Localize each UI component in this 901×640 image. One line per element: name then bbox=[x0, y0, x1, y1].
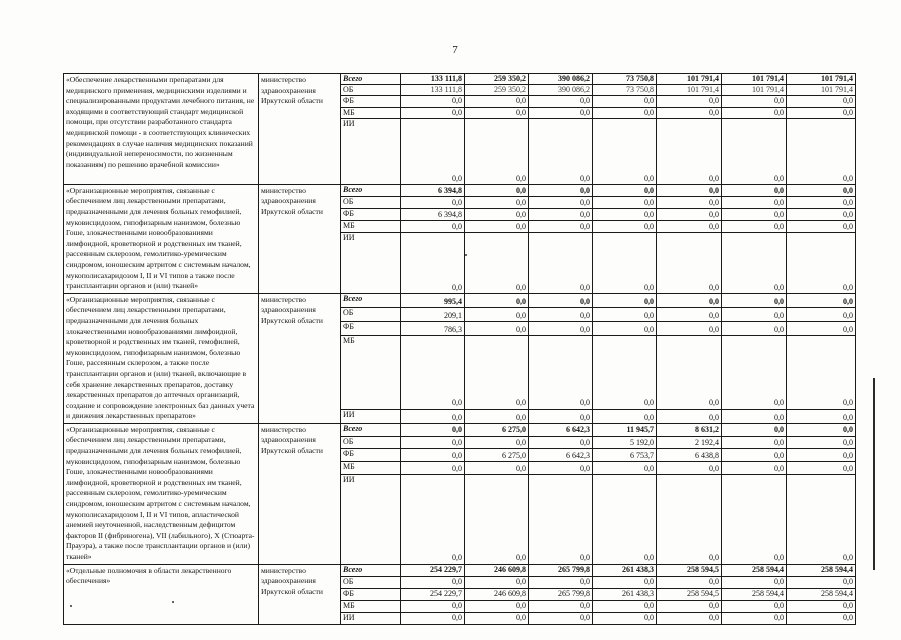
year-value-cell: 0,0 bbox=[657, 209, 722, 221]
year-value-cell: 0,0 bbox=[722, 436, 787, 449]
year-value-cell: 786,3 bbox=[401, 322, 465, 336]
year-value-cell: 0,0 bbox=[401, 409, 465, 423]
year-value-cell: 258 594,4 bbox=[787, 564, 856, 576]
year-value-cell: 0,0 bbox=[657, 600, 722, 612]
year-value-cell: 0,0 bbox=[657, 612, 722, 624]
year-value-cell: 0,0 bbox=[657, 118, 722, 184]
funding-source-label: Всего bbox=[341, 293, 401, 307]
year-value-cell: 0,0 bbox=[787, 196, 856, 208]
year-value-cell: 0,0 bbox=[529, 600, 593, 612]
year-value-cell: 0,0 bbox=[593, 209, 657, 221]
executor-name: министерство здравоохранения Иркутской области bbox=[259, 293, 341, 423]
year-value-cell: 6 642,3 bbox=[529, 423, 593, 436]
year-value-cell: 0,0 bbox=[593, 576, 657, 588]
funding-source-label: ФБ bbox=[341, 588, 401, 600]
funding-source-label: Всего bbox=[341, 184, 401, 196]
year-value-cell: 259 350,2 bbox=[465, 74, 529, 85]
year-value-cell: 0,0 bbox=[787, 600, 856, 612]
total-row bbox=[64, 74, 856, 85]
year-value-cell: 0,0 bbox=[722, 322, 787, 336]
year-value-cell: 133 111,8 bbox=[401, 74, 465, 85]
year-value-cell: 0,0 bbox=[401, 107, 465, 118]
year-value-cell: 0,0 bbox=[787, 107, 856, 118]
year-value-cell: 0,0 bbox=[593, 336, 657, 409]
year-value-cell: 258 594,4 bbox=[722, 564, 787, 576]
year-value-cell: 0,0 bbox=[401, 475, 465, 565]
year-value-cell: 0,0 bbox=[722, 196, 787, 208]
activity-description: «Обеспечение лекарственными препаратами для медицинского применения, медицинскими изделиями и специализированными продуктами лечебного питания, не входящими в соответствующий стандарт медицинской помощи, при отсутствии разработанного стандарта медицинской помощи - в соответствующих клинических рекомендациях в случае наличия медицинских показаний (индивидуальной непереносимости, по жизненным показаниям) по решению врачебной комиссии» bbox=[64, 74, 259, 185]
year-value-cell: 254 229,7 bbox=[401, 564, 465, 576]
year-value-cell: 0,0 bbox=[593, 409, 657, 423]
activity-description: «Отдельные полномочия в области лекарственного обеспечения» bbox=[64, 564, 259, 624]
year-value-cell: 258 594,4 bbox=[787, 588, 856, 600]
year-value-cell: 0,0 bbox=[593, 96, 657, 107]
year-value-cell: 0,0 bbox=[465, 209, 529, 221]
year-value-cell: 6 275,0 bbox=[465, 449, 529, 462]
year-value-cell: 0,0 bbox=[722, 118, 787, 184]
activity-description: «Организационные мероприятия, связанные с обеспечением лиц лекарственными препаратами, предназначенными для лечения больных гемофилией, муковисцидозом, гипофизарным нанизмом, болезнью Гоше, злокачественными новообразованиями лимфоидной, кроветворной и родственных им тканей, рассеянным склерозом, гемолитико-уремическим синдромом, юношеским артритом с системным началом, мукополисахаридозом I, II и VI типов, апластической анемией неуточненной, наследственным дефицитом факторов II (фибриногена), VII (лабильного), X (Стюарта-Прауэра), а также после трансплантации органов и (или) тканей» bbox=[64, 423, 259, 564]
year-value-cell: 0,0 bbox=[722, 423, 787, 436]
funding-source-label: МБ bbox=[341, 336, 401, 409]
year-value-cell: 0,0 bbox=[465, 118, 529, 184]
year-value-cell: 261 438,3 bbox=[593, 564, 657, 576]
year-value-cell: 0,0 bbox=[787, 612, 856, 624]
year-value-cell: 0,0 bbox=[465, 96, 529, 107]
year-value-cell: 0,0 bbox=[787, 307, 856, 321]
year-value-cell: 0,0 bbox=[722, 576, 787, 588]
year-value-cell: 0,0 bbox=[465, 221, 529, 233]
year-value-cell: 246 609,8 bbox=[465, 564, 529, 576]
year-value-cell: 0,0 bbox=[787, 96, 856, 107]
year-value-cell: 0,0 bbox=[722, 107, 787, 118]
year-value-cell: 0,0 bbox=[465, 612, 529, 624]
year-value-cell: 0,0 bbox=[722, 612, 787, 624]
year-value-cell: 0,0 bbox=[465, 196, 529, 208]
funding-source-label: ОБ bbox=[341, 196, 401, 208]
year-value-cell: 0,0 bbox=[657, 107, 722, 118]
year-value-cell: 0,0 bbox=[401, 196, 465, 208]
year-value-cell: 6 642,3 bbox=[529, 449, 593, 462]
year-value-cell: 0,0 bbox=[529, 96, 593, 107]
year-value-cell: 0,0 bbox=[401, 96, 465, 107]
year-value-cell: 0,0 bbox=[593, 196, 657, 208]
year-value-cell: 0,0 bbox=[657, 409, 722, 423]
year-value-cell: 101 791,4 bbox=[787, 85, 856, 96]
activity-description: «Организационные мероприятия, связанные с обеспечением лиц лекарственными препаратами, предназначенными для лечения больных гемофилией, муковисцидозом, гипофизарным нанизмом, болезнью Гоше, злокачественными новообразованиями лимфоидной, кроветворной и родственных им тканей, рассеянным склерозом, гемолитико-уремическим синдромом, юношеским артритом с системным началом, мукополисахаридозом I, II и VI типов а также после трансплантации органов и (или) тканей» bbox=[64, 184, 259, 293]
year-value-cell: 0,0 bbox=[465, 307, 529, 321]
year-value-cell: 11 945,7 bbox=[593, 423, 657, 436]
year-value-cell: 209,1 bbox=[401, 307, 465, 321]
year-value-cell: 0,0 bbox=[593, 233, 657, 294]
executor-name: министерство здравоохранения Иркутской области bbox=[259, 564, 341, 624]
year-value-cell: 0,0 bbox=[787, 475, 856, 565]
year-value-cell: 0,0 bbox=[465, 600, 529, 612]
year-value-cell: 0,0 bbox=[722, 293, 787, 307]
year-value-cell: 390 086,2 bbox=[529, 85, 593, 96]
scan-speck bbox=[172, 601, 174, 603]
year-value-cell: 0,0 bbox=[529, 475, 593, 565]
year-value-cell: 0,0 bbox=[657, 475, 722, 565]
funding-source-label: ИИ bbox=[341, 612, 401, 624]
year-value-cell: 0,0 bbox=[465, 293, 529, 307]
year-value-cell: 0,0 bbox=[529, 322, 593, 336]
year-value-cell: 0,0 bbox=[787, 462, 856, 475]
year-value-cell: 0,0 bbox=[657, 336, 722, 409]
funding-source-label: ИИ bbox=[341, 233, 401, 294]
year-value-cell: 0,0 bbox=[401, 462, 465, 475]
year-value-cell: 265 799,8 bbox=[529, 564, 593, 576]
total-row bbox=[64, 293, 856, 307]
funding-source-label: ОБ bbox=[341, 436, 401, 449]
executor-name: министерство здравоохранения Иркутской области bbox=[259, 423, 341, 564]
total-row bbox=[64, 423, 856, 436]
year-value-cell: 0,0 bbox=[657, 233, 722, 294]
year-value-cell: 0,0 bbox=[787, 449, 856, 462]
table-body bbox=[64, 74, 856, 625]
year-value-cell: 0,0 bbox=[593, 107, 657, 118]
funding-source-label: ИИ bbox=[341, 118, 401, 184]
funding-source-label: ИИ bbox=[341, 409, 401, 423]
year-value-cell: 390 086,2 bbox=[529, 74, 593, 85]
year-value-cell: 6 394,8 bbox=[401, 184, 465, 196]
year-value-cell: 73 750,8 bbox=[593, 74, 657, 85]
year-value-cell: 0,0 bbox=[401, 233, 465, 294]
year-value-cell: 0,0 bbox=[529, 612, 593, 624]
year-value-cell: 0,0 bbox=[401, 576, 465, 588]
year-value-cell: 0,0 bbox=[465, 576, 529, 588]
activity-description: «Организационные мероприятия, связанные с обеспечением лиц лекарственными препаратами, предназначенными для лечения больных злокачественными новообразованиями лимфоидной, кроветворной и родственных им тканей, гемофилией, муковисцидозом, гипофизарным нанизмом, болезнью Гоше, рассеянным склерозом, а также после трансплантации органов и (или) тканей, включающие в себя хранение лекарственных препаратов, доставку лекарственных препаратов до аптечных организаций, создание и сопровождение электронных баз данных учета и движения лекарственных препаратов» bbox=[64, 293, 259, 423]
year-value-cell: 0,0 bbox=[593, 221, 657, 233]
year-value-cell: 0,0 bbox=[722, 307, 787, 321]
year-value-cell: 0,0 bbox=[529, 196, 593, 208]
year-value-cell: 0,0 bbox=[657, 322, 722, 336]
year-value-cell: 0,0 bbox=[593, 184, 657, 196]
total-row bbox=[64, 564, 856, 576]
year-value-cell: 258 594,5 bbox=[657, 588, 722, 600]
year-value-cell: 0,0 bbox=[787, 409, 856, 423]
year-value-cell: 0,0 bbox=[722, 96, 787, 107]
year-value-cell: 5 192,0 bbox=[593, 436, 657, 449]
year-value-cell: 0,0 bbox=[401, 423, 465, 436]
year-value-cell: 0,0 bbox=[722, 409, 787, 423]
year-value-cell: 0,0 bbox=[401, 336, 465, 409]
year-value-cell: 0,0 bbox=[593, 462, 657, 475]
year-value-cell: 0,0 bbox=[401, 221, 465, 233]
year-value-cell: 0,0 bbox=[787, 436, 856, 449]
year-value-cell: 0,0 bbox=[722, 184, 787, 196]
year-value-cell: 246 609,8 bbox=[465, 588, 529, 600]
funding-source-label: Всего bbox=[341, 564, 401, 576]
funding-source-label: ОБ bbox=[341, 307, 401, 321]
funding-source-label: ФБ bbox=[341, 322, 401, 336]
year-value-cell: 0,0 bbox=[401, 612, 465, 624]
year-value-cell: 995,4 bbox=[401, 293, 465, 307]
year-value-cell: 0,0 bbox=[722, 221, 787, 233]
scan-edge-line bbox=[873, 378, 875, 570]
year-value-cell: 8 631,2 bbox=[657, 423, 722, 436]
year-value-cell: 6 438,8 bbox=[657, 449, 722, 462]
year-value-cell: 0,0 bbox=[465, 322, 529, 336]
year-value-cell: 0,0 bbox=[657, 293, 722, 307]
funding-source-label: ФБ bbox=[341, 96, 401, 107]
year-value-cell: 133 111,8 bbox=[401, 85, 465, 96]
page-number: 7 bbox=[452, 44, 458, 56]
year-value-cell: 0,0 bbox=[722, 462, 787, 475]
year-value-cell: 0,0 bbox=[787, 423, 856, 436]
year-value-cell: 258 594,5 bbox=[657, 564, 722, 576]
year-value-cell: 73 750,8 bbox=[593, 85, 657, 96]
year-value-cell: 0,0 bbox=[787, 184, 856, 196]
year-value-cell: 0,0 bbox=[529, 293, 593, 307]
year-value-cell: 0,0 bbox=[401, 449, 465, 462]
year-value-cell: 0,0 bbox=[722, 475, 787, 565]
year-value-cell: 261 438,3 bbox=[593, 588, 657, 600]
year-value-cell: 0,0 bbox=[529, 307, 593, 321]
funding-source-label: ФБ bbox=[341, 209, 401, 221]
funding-source-label: МБ bbox=[341, 600, 401, 612]
year-value-cell: 0,0 bbox=[465, 336, 529, 409]
year-value-cell: 0,0 bbox=[529, 409, 593, 423]
year-value-cell: 0,0 bbox=[529, 462, 593, 475]
year-value-cell: 0,0 bbox=[401, 600, 465, 612]
year-value-cell: 6 275,0 bbox=[465, 423, 529, 436]
funding-source-label: Всего bbox=[341, 423, 401, 436]
year-value-cell: 0,0 bbox=[787, 233, 856, 294]
year-value-cell: 0,0 bbox=[722, 209, 787, 221]
year-value-cell: 0,0 bbox=[593, 307, 657, 321]
year-value-cell: 0,0 bbox=[465, 462, 529, 475]
year-value-cell: 258 594,4 bbox=[722, 588, 787, 600]
year-value-cell: 0,0 bbox=[465, 409, 529, 423]
year-value-cell: 0,0 bbox=[529, 221, 593, 233]
year-value-cell: 0,0 bbox=[657, 307, 722, 321]
year-value-cell: 0,0 bbox=[529, 576, 593, 588]
funding-source-label: МБ bbox=[341, 462, 401, 475]
funding-source-label: ОБ bbox=[341, 576, 401, 588]
year-value-cell: 0,0 bbox=[722, 600, 787, 612]
year-value-cell: 0,0 bbox=[657, 196, 722, 208]
scan-speck bbox=[465, 254, 467, 256]
program-funding-table bbox=[63, 73, 856, 625]
year-value-cell: 0,0 bbox=[401, 436, 465, 449]
year-value-cell: 0,0 bbox=[529, 107, 593, 118]
year-value-cell: 0,0 bbox=[657, 184, 722, 196]
funding-source-label: МБ bbox=[341, 107, 401, 118]
funding-source-label: Всего bbox=[341, 74, 401, 85]
year-value-cell: 0,0 bbox=[465, 233, 529, 294]
year-value-cell: 0,0 bbox=[529, 209, 593, 221]
year-value-cell: 0,0 bbox=[657, 221, 722, 233]
year-value-cell: 6 394,8 bbox=[401, 209, 465, 221]
year-value-cell: 259 350,2 bbox=[465, 85, 529, 96]
year-value-cell: 0,0 bbox=[465, 107, 529, 118]
year-value-cell: 265 799,8 bbox=[529, 588, 593, 600]
year-value-cell: 0,0 bbox=[787, 322, 856, 336]
year-value-cell: 0,0 bbox=[593, 600, 657, 612]
year-value-cell: 0,0 bbox=[401, 118, 465, 184]
total-row bbox=[64, 184, 856, 196]
year-value-cell: 0,0 bbox=[593, 612, 657, 624]
executor-name: министерство здравоохранения Иркутской области bbox=[259, 74, 341, 185]
year-value-cell: 0,0 bbox=[722, 449, 787, 462]
year-value-cell: 6 753,7 bbox=[593, 449, 657, 462]
year-value-cell: 101 791,4 bbox=[722, 85, 787, 96]
year-value-cell: 0,0 bbox=[529, 336, 593, 409]
year-value-cell: 101 791,4 bbox=[722, 74, 787, 85]
year-value-cell: 2 192,4 bbox=[657, 436, 722, 449]
year-value-cell: 0,0 bbox=[787, 293, 856, 307]
year-value-cell: 0,0 bbox=[529, 436, 593, 449]
funding-source-label: МБ bbox=[341, 221, 401, 233]
year-value-cell: 0,0 bbox=[722, 233, 787, 294]
year-value-cell: 0,0 bbox=[722, 336, 787, 409]
year-value-cell: 0,0 bbox=[787, 118, 856, 184]
year-value-cell: 101 791,4 bbox=[657, 74, 722, 85]
year-value-cell: 0,0 bbox=[593, 293, 657, 307]
executor-name: министерство здравоохранения Иркутской области bbox=[259, 184, 341, 293]
funding-source-label: ОБ bbox=[341, 85, 401, 96]
year-value-cell: 0,0 bbox=[657, 576, 722, 588]
year-value-cell: 0,0 bbox=[593, 475, 657, 565]
year-value-cell: 0,0 bbox=[529, 118, 593, 184]
year-value-cell: 0,0 bbox=[593, 118, 657, 184]
funding-source-label: ИИ bbox=[341, 475, 401, 565]
year-value-cell: 0,0 bbox=[465, 436, 529, 449]
year-value-cell: 101 791,4 bbox=[787, 74, 856, 85]
year-value-cell: 0,0 bbox=[529, 184, 593, 196]
year-value-cell: 0,0 bbox=[529, 233, 593, 294]
year-value-cell: 0,0 bbox=[657, 96, 722, 107]
year-value-cell: 0,0 bbox=[593, 322, 657, 336]
year-value-cell: 0,0 bbox=[787, 221, 856, 233]
year-value-cell: 0,0 bbox=[465, 475, 529, 565]
scan-speck bbox=[70, 605, 72, 607]
year-value-cell: 0,0 bbox=[465, 184, 529, 196]
funding-source-label: ФБ bbox=[341, 449, 401, 462]
year-value-cell: 0,0 bbox=[787, 576, 856, 588]
year-value-cell: 254 229,7 bbox=[401, 588, 465, 600]
year-value-cell: 0,0 bbox=[657, 462, 722, 475]
year-value-cell: 0,0 bbox=[787, 209, 856, 221]
year-value-cell: 101 791,4 bbox=[657, 85, 722, 96]
year-value-cell: 0,0 bbox=[787, 336, 856, 409]
